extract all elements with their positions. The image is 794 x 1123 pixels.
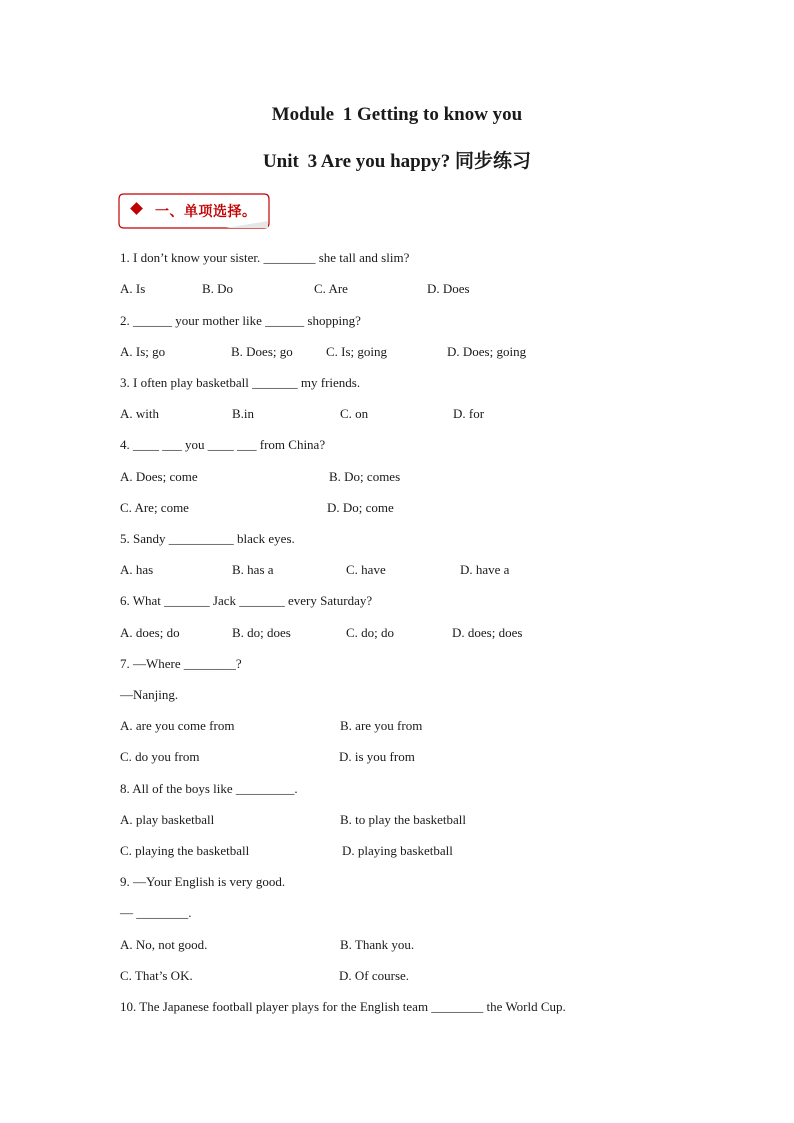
q4-option-c: C. Are; come [120,500,189,515]
q2-option-b: B. Does; go [231,344,293,359]
q4-option-a: A. Does; come [120,469,198,484]
q7-option-d: D. is you from [339,749,415,764]
q4-option-b: B. Do; comes [329,469,401,484]
question-7-answer: —Nanjing. [120,687,179,702]
page-title [0,104,794,126]
question-9: 9. —Your English is very good. [120,874,286,889]
q3-option-d: D. for [453,406,485,421]
section-label: 一、单项选择。 [155,204,257,220]
q5-option-b: B. has a [232,562,274,577]
q6-option-b: B. do; does [232,625,291,640]
q9-option-c: C. That’s OK. [120,968,193,983]
module-label: Module [271,104,335,125]
q2-option-a: A. Is; go [120,344,166,359]
q3-option-a: A. with [120,406,159,421]
question-10: 10. The Japanese football player plays for the English team ________ the World Cup. [120,999,566,1014]
q9-option-d: D. Of course. [339,968,410,983]
question-2: 2. ______ your mother like ______ shopping? [120,313,361,328]
q4-option-d: D. Do; come [327,500,394,515]
q3-option-b: B.in [232,406,255,421]
q2-option-d: D. Does; going [447,344,527,359]
q2-option-c: C. Is; going [326,344,388,359]
question-5: 5. Sandy __________ black eyes. [120,531,295,546]
question-8: 8. All of the boys like _________. [120,781,298,796]
q7-option-a: A. are you come from [120,718,235,733]
q5-option-a: A. has [120,562,154,577]
q3-option-c: C. on [340,406,369,421]
q8-option-d: D. playing basketball [342,843,453,858]
q6-option-c: C. do; do [346,625,395,640]
question-4: 4. ____ ___ you ____ ___ from China? [120,437,326,452]
q7-option-c: C. do you from [120,749,200,764]
question-9-answer: — ________. [120,905,192,920]
q7-option-b: B. are you from [340,718,423,733]
q5-option-d: D. have a [460,562,510,577]
section-header [118,193,270,229]
unit-label: Unit [262,151,299,172]
page-subtitle [0,146,794,173]
q1-option-a: A. Is [120,281,146,296]
q9-option-a: A. No, not good. [120,937,208,952]
question-7: 7. —Where ________? [120,656,242,671]
module-title: 1 Getting to know you [342,104,523,125]
q1-option-d: D. Does [427,281,470,296]
q8-option-a: A. play basketball [120,812,215,827]
q1-option-c: C. Are [314,281,348,296]
q5-option-c: C. have [346,562,386,577]
q8-option-b: B. to play the basketball [340,812,467,827]
q9-option-b: B. Thank you. [340,937,415,952]
q6-option-d: D. does; does [452,625,523,640]
q6-option-a: A. does; do [120,625,180,640]
question-6: 6. What _______ Jack _______ every Saturday? [120,593,373,608]
q1-option-b: B. Do [202,281,234,296]
question-1: 1. I don’t know your sister. ________ she tall and slim? [120,250,410,265]
unit-title: 3 Are you happy? 同步练习 [307,151,532,172]
q8-option-c: C. playing the basketball [120,843,250,858]
question-3: 3. I often play basketball _______ my friends. [120,375,361,390]
